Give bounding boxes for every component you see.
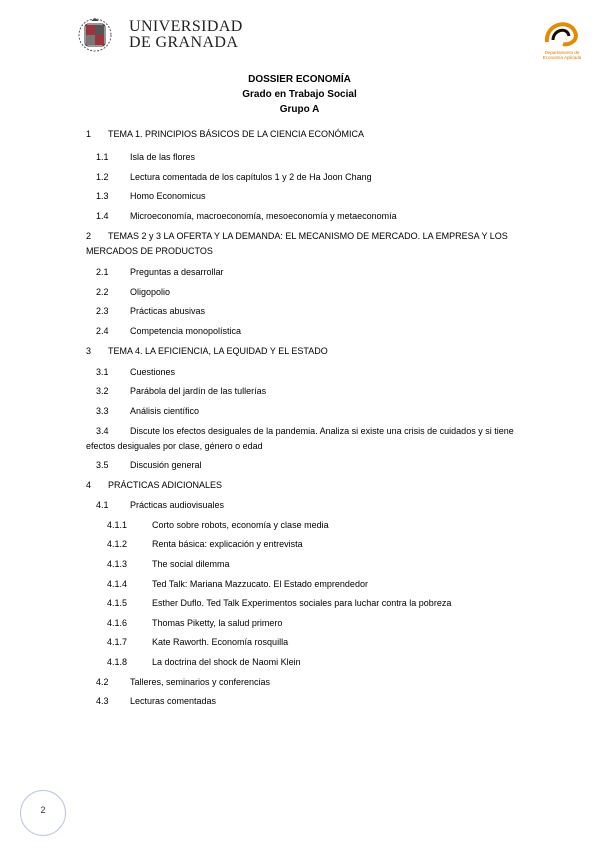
title-line3: Grupo A (279, 104, 320, 115)
toc-number: 4.1.8 (107, 657, 128, 667)
toc-text: Lectura comentada de los capítulos 1 y 2 de Ha Joon Chang (130, 172, 372, 182)
toc-number: 4.1.5 (107, 598, 128, 608)
university-crest-icon (72, 15, 118, 55)
university-name-line2: DE GRANADA (129, 34, 239, 51)
toc-number: 1.4 (96, 211, 109, 221)
toc-text: Análisis científico (130, 406, 200, 416)
toc-number: 4 (86, 480, 92, 490)
toc-number: 4.3 (96, 696, 109, 706)
toc-number: 3.2 (96, 386, 109, 396)
title-line1: DOSSIER ECONOMÍA (248, 74, 351, 85)
toc-entry[interactable] (86, 424, 516, 454)
toc-number: 4.2 (96, 677, 109, 687)
department-logo (539, 14, 585, 64)
toc-text: Competencia monopolística (130, 326, 242, 336)
toc-number: 4.1.1 (107, 520, 128, 530)
toc-text: TEMA 1. PRINCIPIOS BÁSICOS DE LA CIENCIA ECONÓMICA (108, 129, 365, 139)
toc-text: Kate Raworth. Economía rosquilla (152, 637, 289, 647)
toc-text: Cuestiones (130, 367, 176, 377)
toc-text: Prácticas abusivas (130, 306, 206, 316)
toc-text: Preguntas a desarrollar (130, 267, 224, 277)
toc-number: 4.1.2 (107, 539, 128, 549)
toc-text: Microeconomía, macroeconomía, mesoeconomía y metaeconomía (130, 211, 397, 221)
page-header (0, 0, 599, 70)
toc-number: 3.5 (96, 460, 109, 470)
toc-number: 3.3 (96, 406, 109, 416)
toc-number: 3.1 (96, 367, 109, 377)
department-logo-text: Departamento de Economía Aplicada (542, 50, 582, 60)
toc-number: 2.2 (96, 287, 109, 297)
toc-number: 1.1 (96, 152, 109, 162)
toc-text: Oligopolio (130, 287, 171, 297)
economia-aplicada-logo-icon (539, 14, 585, 50)
toc-number: 4.1.6 (107, 618, 128, 628)
toc-text: Lecturas comentadas (130, 696, 217, 706)
page-number-badge (20, 790, 66, 836)
toc-entry[interactable] (86, 229, 516, 259)
toc-text: TEMAS 2 y 3 LA OFERTA Y LA DEMANDA: EL MECANISMO DE MERCADO. LA EMPRESA Y LOS MERCADOS DE PRODUCTOS (86, 231, 508, 256)
toc-number: 1.2 (96, 172, 109, 182)
toc-text: Esther Duflo. Ted Talk Experimentos sociales para luchar contra la pobreza (152, 598, 452, 608)
toc-text: TEMA 4. LA EFICIENCIA, LA EQUIDAD Y EL ESTADO (108, 346, 328, 356)
toc-text: Corto sobre robots, economía y clase media (152, 520, 329, 530)
toc-number: 3.4 (96, 426, 109, 436)
university-name (129, 19, 243, 51)
page-number: 2 (40, 805, 46, 815)
toc-number: 3 (86, 346, 92, 356)
title-line2: Grado en Trabajo Social (242, 89, 357, 100)
toc-number: 2.1 (96, 267, 109, 277)
toc-number: 2.3 (96, 306, 109, 316)
toc-number: 4.1.4 (107, 579, 128, 589)
toc-text: Ted Talk: Mariana Mazzucato. El Estado emprendedor (152, 579, 368, 589)
document-title (0, 72, 599, 117)
toc-number: 1 (86, 129, 92, 139)
toc-number: 4.1.3 (107, 559, 128, 569)
toc-number: 1.3 (96, 191, 109, 201)
toc-number: 2.4 (96, 326, 109, 336)
toc-text: Prácticas audiovisuales (130, 500, 225, 510)
toc-text: Discusión general (130, 460, 202, 470)
toc-text: Renta básica: explicación y entrevista (152, 539, 303, 549)
toc-text: Isla de las flores (130, 152, 196, 162)
toc-text: Thomas Piketty, la salud primero (152, 618, 283, 628)
toc-number: 2 (86, 231, 92, 241)
toc-text: Parábola del jardín de las tullerías (130, 386, 267, 396)
toc-text: PRÁCTICAS ADICIONALES (108, 480, 223, 490)
toc-number: 4.1 (96, 500, 109, 510)
toc-number: 4.1.7 (107, 637, 128, 647)
toc-text: Talleres, seminarios y conferencias (130, 677, 271, 687)
toc-text: Discute los efectos desiguales de la pandemia. Analiza si existe una crisis de cuidados y si tiene efectos desiguales por clase, género o edad (86, 426, 514, 451)
toc-text: La doctrina del shock de Naomi Klein (152, 657, 301, 667)
toc-text: The social dilemma (152, 559, 230, 569)
university-name-line1: UNIVERSIDAD (129, 18, 243, 35)
toc-text: Homo Economicus (130, 191, 206, 201)
